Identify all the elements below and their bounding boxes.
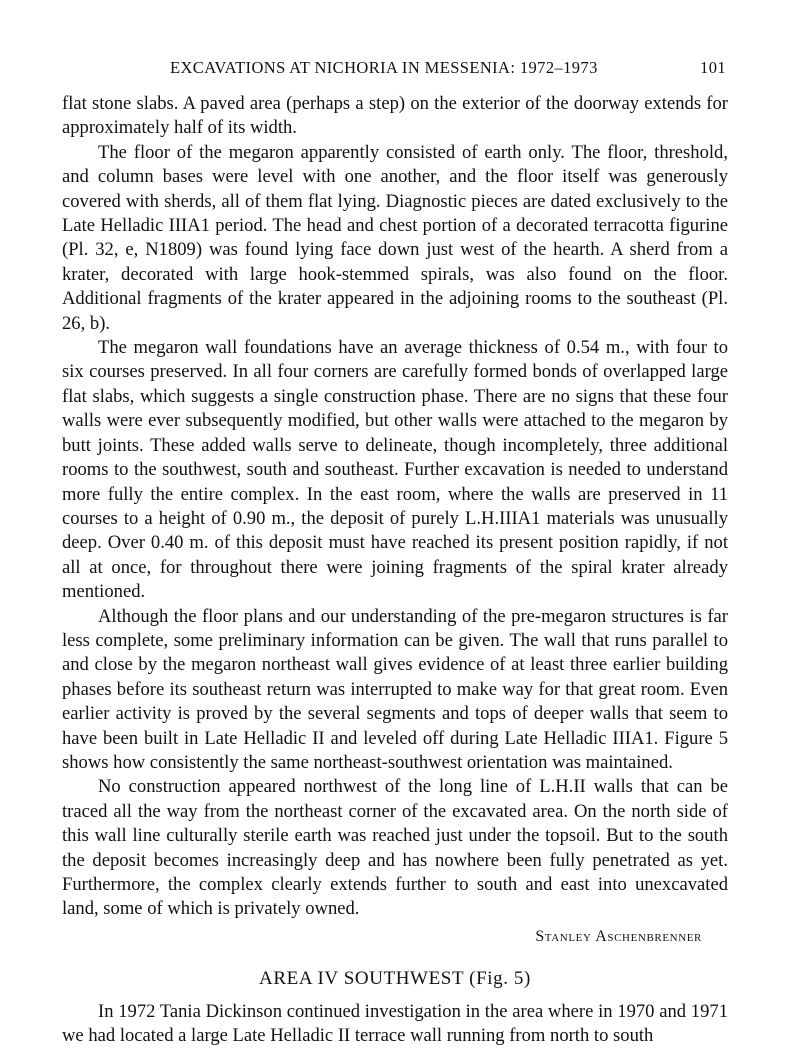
author-signature: Stanley Aschenbrenner: [535, 927, 702, 945]
paragraph-wall-foundations: The megaron wall foundations have an average thickness of 0.54 m., with four to six courses preserved. In all four corners are carefully formed bonds of overlapped large flat slabs, which suggests a single construction phase. There are no signs that these four walls were ever subsequently modified, but other walls were attached to the megaron by butt joints. These added walls serve to delineate, though incompletely, three additional rooms to the southwest, south and southeast. Further excavation is needed to understand more fully the entire complex. In the east room, where the walls are preserved in 11 courses to a height of 0.90 m., the deposit of purely L.H.IIIA1 materials was unusually deep. Over 0.40 m. of this deposit must have reached its present position rapidly, if not all at once, for throughout there were joining fragments of the spiral krater already mentioned.: [62, 337, 728, 603]
running-title: EXCAVATIONS AT NICHORIA IN MESSENIA: 1972–1973: [170, 58, 598, 77]
paragraph-megaron-floor: The floor of the megaron apparently consisted of earth only. The floor, threshold, and column bases were level with one another, and the floor itself was generously covered with sherds, all of them flat lying. Diagnostic pieces are dated exclusively to the Late Helladic IIIA1 period. The head and chest portion of a decorated terracotta figurine (Pl. 32, e, N1809) was found lying face down just west of the hearth. A sherd from a krater, decorated with large hook-stemmed spirals, was also found on the floor. Additional fragments of the krater appeared in the adjoining rooms to the southeast (Pl. 26, b).: [62, 141, 728, 334]
paragraph-area-iv: In 1972 Tania Dickinson continued investigation in the area where in 1970 and 1971 we had located a large Late Helladic II terrace wall running from north to south: [62, 1000, 728, 1047]
paragraph-pre-megaron: Although the floor plans and our understanding of the pre-megaron structures is far less complete, some preliminary information can be given. The wall that runs parallel to and close by the megaron northeast wall gives evidence of at least three earlier building phases before its southeast return was interrupted to make way for that great room. Even earlier activity is proved by the several segments and tops of deeper walls that seem to have been built in Late Helladic II and leveled off during Late Helladic IIIA1. Figure 5 shows how consistently the same northeast-southwest orientation was maintained.: [62, 605, 728, 773]
paragraph-northwest: No construction appeared northwest of the long line of L.H.II walls that can be traced all the way from the northeast corner of the excavated area. On the north side of this wall line culturally sterile earth was reached just under the topsoil. But to the south the deposit becomes increasingly deep and has nowhere been fully penetrated as yet. Furthermore, the complex clearly extends further to south and east into unexcavated land, some of which is privately owned.: [62, 776, 728, 920]
page-number: 101: [700, 58, 726, 77]
document-page: [62, 56, 728, 1049]
running-head: [62, 56, 728, 86]
section-heading: AREA IV SOUTHWEST (Fig. 5): [259, 967, 531, 989]
body-text: [62, 92, 728, 1049]
paragraph-continued: flat stone slabs. A paved area (perhaps a step) on the exterior of the doorway extends for approximately half of its width.: [62, 93, 728, 139]
